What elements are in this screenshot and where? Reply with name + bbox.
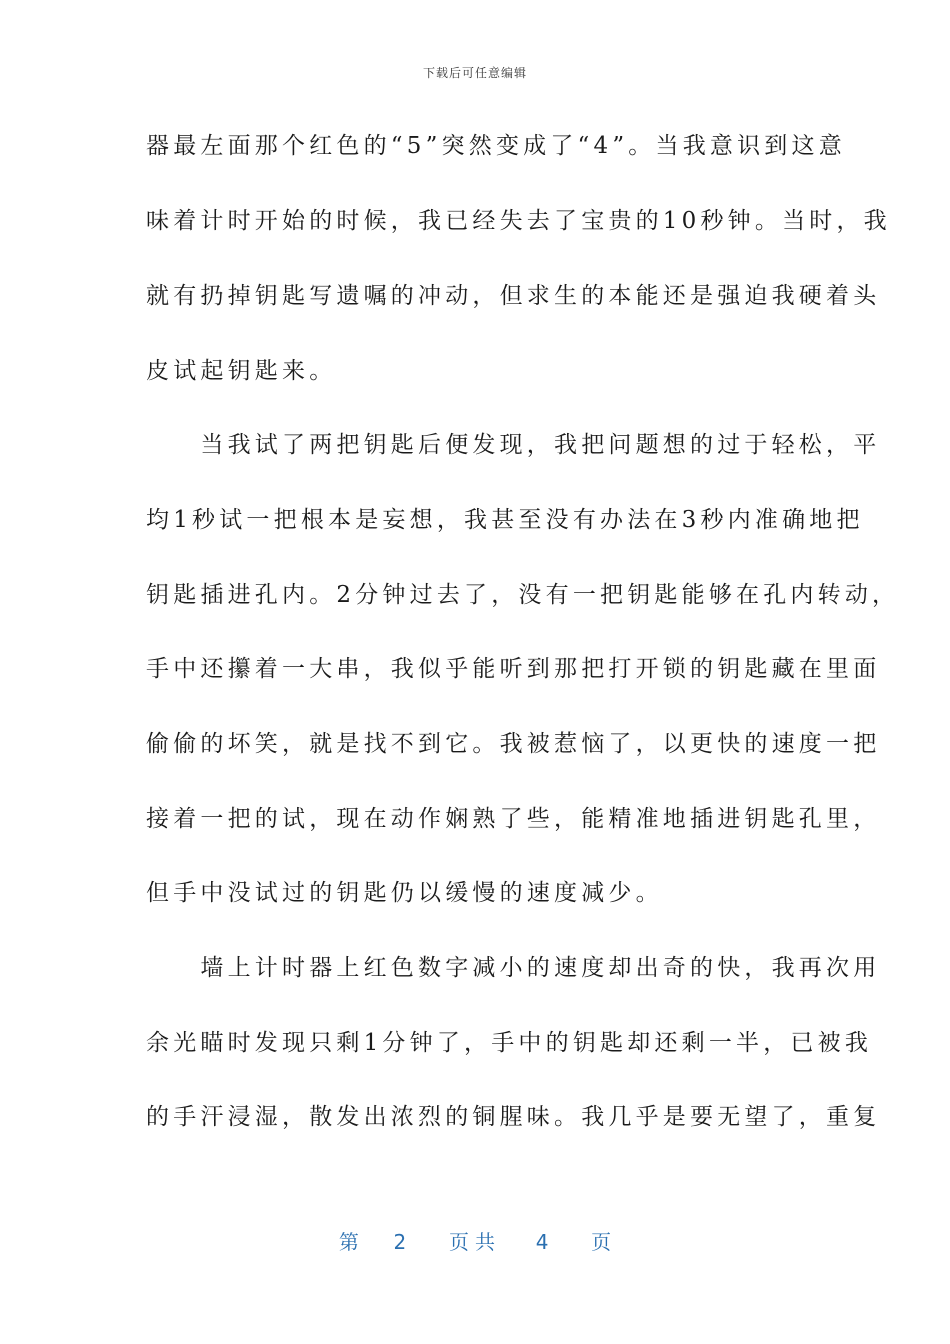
body-line: 皮试起钥匙来。 (146, 358, 337, 384)
footer-current-page: 2 (393, 1230, 407, 1254)
footer-suffix: 页 (591, 1230, 612, 1254)
body-line: 偷偷的坏笑，就是找不到它。我被惹恼了，以更快的速度一把 (146, 731, 881, 757)
body-line: 钥匙插进孔内。2分钟过去了，没有一把钥匙能够在孔内转动， (146, 582, 900, 608)
body-line: 手中还攥着一大串，我似乎能听到那把打开锁的钥匙藏在里面 (146, 656, 881, 682)
body-line: 味着计时开始的时候，我已经失去了宝贵的10秒钟。当时，我 (146, 208, 891, 234)
footer-total-pages: 4 (535, 1230, 549, 1254)
body-line: 余光瞄时发现只剩1分钟了，手中的钥匙却还剩一半，已被我 (146, 1030, 873, 1056)
body-line: 接着一把的试，现在动作娴熟了些，能精准地插进钥匙孔里， (146, 806, 881, 832)
body-line: 就有扔掉钥匙写遗嘱的冲动，但求生的本能还是强迫我硬着头 (146, 283, 881, 309)
body-line: 墙上计时器上红色数字减小的速度却出奇的快，我再次用 (146, 955, 881, 981)
page-footer (0, 1226, 950, 1255)
body-line: 当我试了两把钥匙后便发现，我把问题想的过于轻松，平 (146, 432, 881, 458)
page-header: 下载后可任意编辑 (422, 66, 527, 80)
body-line: 均1秒试一把根本是妄想，我甚至没有办法在3秒内准确地把 (146, 507, 864, 533)
body-line: 器最左面那个红色的“5”突然变成了“4”。当我意识到这意 (146, 133, 846, 159)
body-line: 的手汗浸湿，散发出浓烈的铜腥味。我几乎是要无望了，重复 (146, 1104, 881, 1130)
footer-prefix: 第 (338, 1230, 359, 1254)
body-line: 但手中没试过的钥匙仍以缓慢的速度减少。 (146, 880, 663, 906)
footer-middle: 页共 (449, 1230, 501, 1254)
